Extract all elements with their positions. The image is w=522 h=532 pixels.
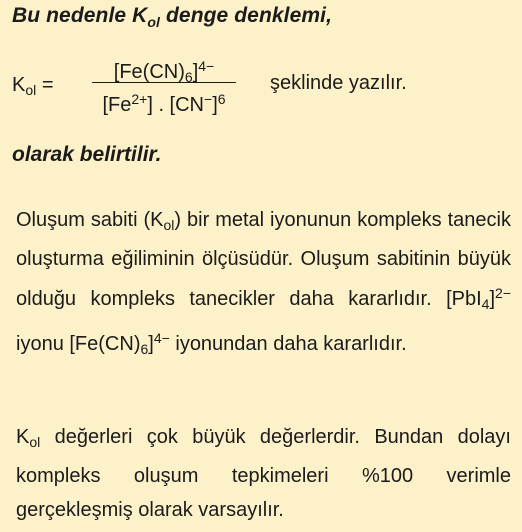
- equilibrium-equation: [12, 52, 512, 122]
- denominator-text-mid: ] . [CN: [147, 94, 204, 116]
- denominator-exponent: 6: [217, 91, 226, 107]
- p1-text-6: iyonundan daha kararlıdır.: [169, 333, 407, 355]
- k-subscript: ol: [25, 82, 37, 98]
- p1-text-3: ]: [489, 288, 496, 310]
- fraction-denominator: [90, 85, 238, 116]
- denominator-charge-fe: 2+: [131, 91, 148, 107]
- p1-text-4: iyonu [Fe(CN): [16, 333, 141, 355]
- p2-subscript-1: ol: [29, 434, 41, 450]
- p1-subscript-1: ol: [163, 217, 175, 233]
- numerator-text: [Fe(CN): [113, 61, 185, 83]
- heading-text-end: denge denklemi,: [160, 4, 333, 27]
- fraction-numerator: [90, 52, 238, 85]
- p1-superscript-2: 4−: [153, 330, 170, 346]
- p1-subscript-3: 6: [140, 341, 149, 357]
- equation-trailing-text: şeklinde yazılır.: [270, 72, 407, 94]
- denominator-text: [Fe: [102, 94, 132, 116]
- p1-text-1: Oluşum sabiti (K: [16, 209, 164, 231]
- k-symbol: K: [12, 74, 26, 96]
- paragraph-large-values: [16, 420, 511, 527]
- numerator-subscript: 6: [184, 69, 193, 85]
- p1-superscript-1: 2−: [495, 285, 511, 301]
- heading-subscript: ol: [147, 14, 161, 30]
- equals-sign: =: [41, 74, 54, 96]
- p2-text-2: değerleri çok büyük değerlerdir. Bundan dolayı kompleks oluşum tepkimeleri %100 verimle gerçekleşmiş olarak varsayılır.: [16, 426, 511, 521]
- conclusion-text: olarak belirtilir.: [12, 143, 162, 166]
- heading-text: Bu nedenle K: [12, 4, 148, 27]
- p2-text-1: K: [16, 426, 30, 448]
- p1-text-5: ]: [148, 333, 154, 355]
- numerator-charge: 4−: [198, 58, 215, 74]
- numerator-bracket: ]: [192, 61, 199, 83]
- denominator-charge-cn: −: [204, 91, 213, 107]
- p1-text-2: ) bir metal iyonunun kompleks tanecik oluşturma eğiliminin ölçüsüdür. Oluşum sabitinin büyük olduğu kompleks tanecikler daha kararlıdır. [PbI: [16, 209, 511, 310]
- heading: [12, 4, 332, 30]
- paragraph-formation-constant: [16, 203, 511, 366]
- denominator-bracket: ]: [212, 94, 218, 116]
- p1-subscript-2: 4: [481, 296, 490, 312]
- equation-fraction: [90, 52, 238, 116]
- equation-lhs: [12, 74, 54, 98]
